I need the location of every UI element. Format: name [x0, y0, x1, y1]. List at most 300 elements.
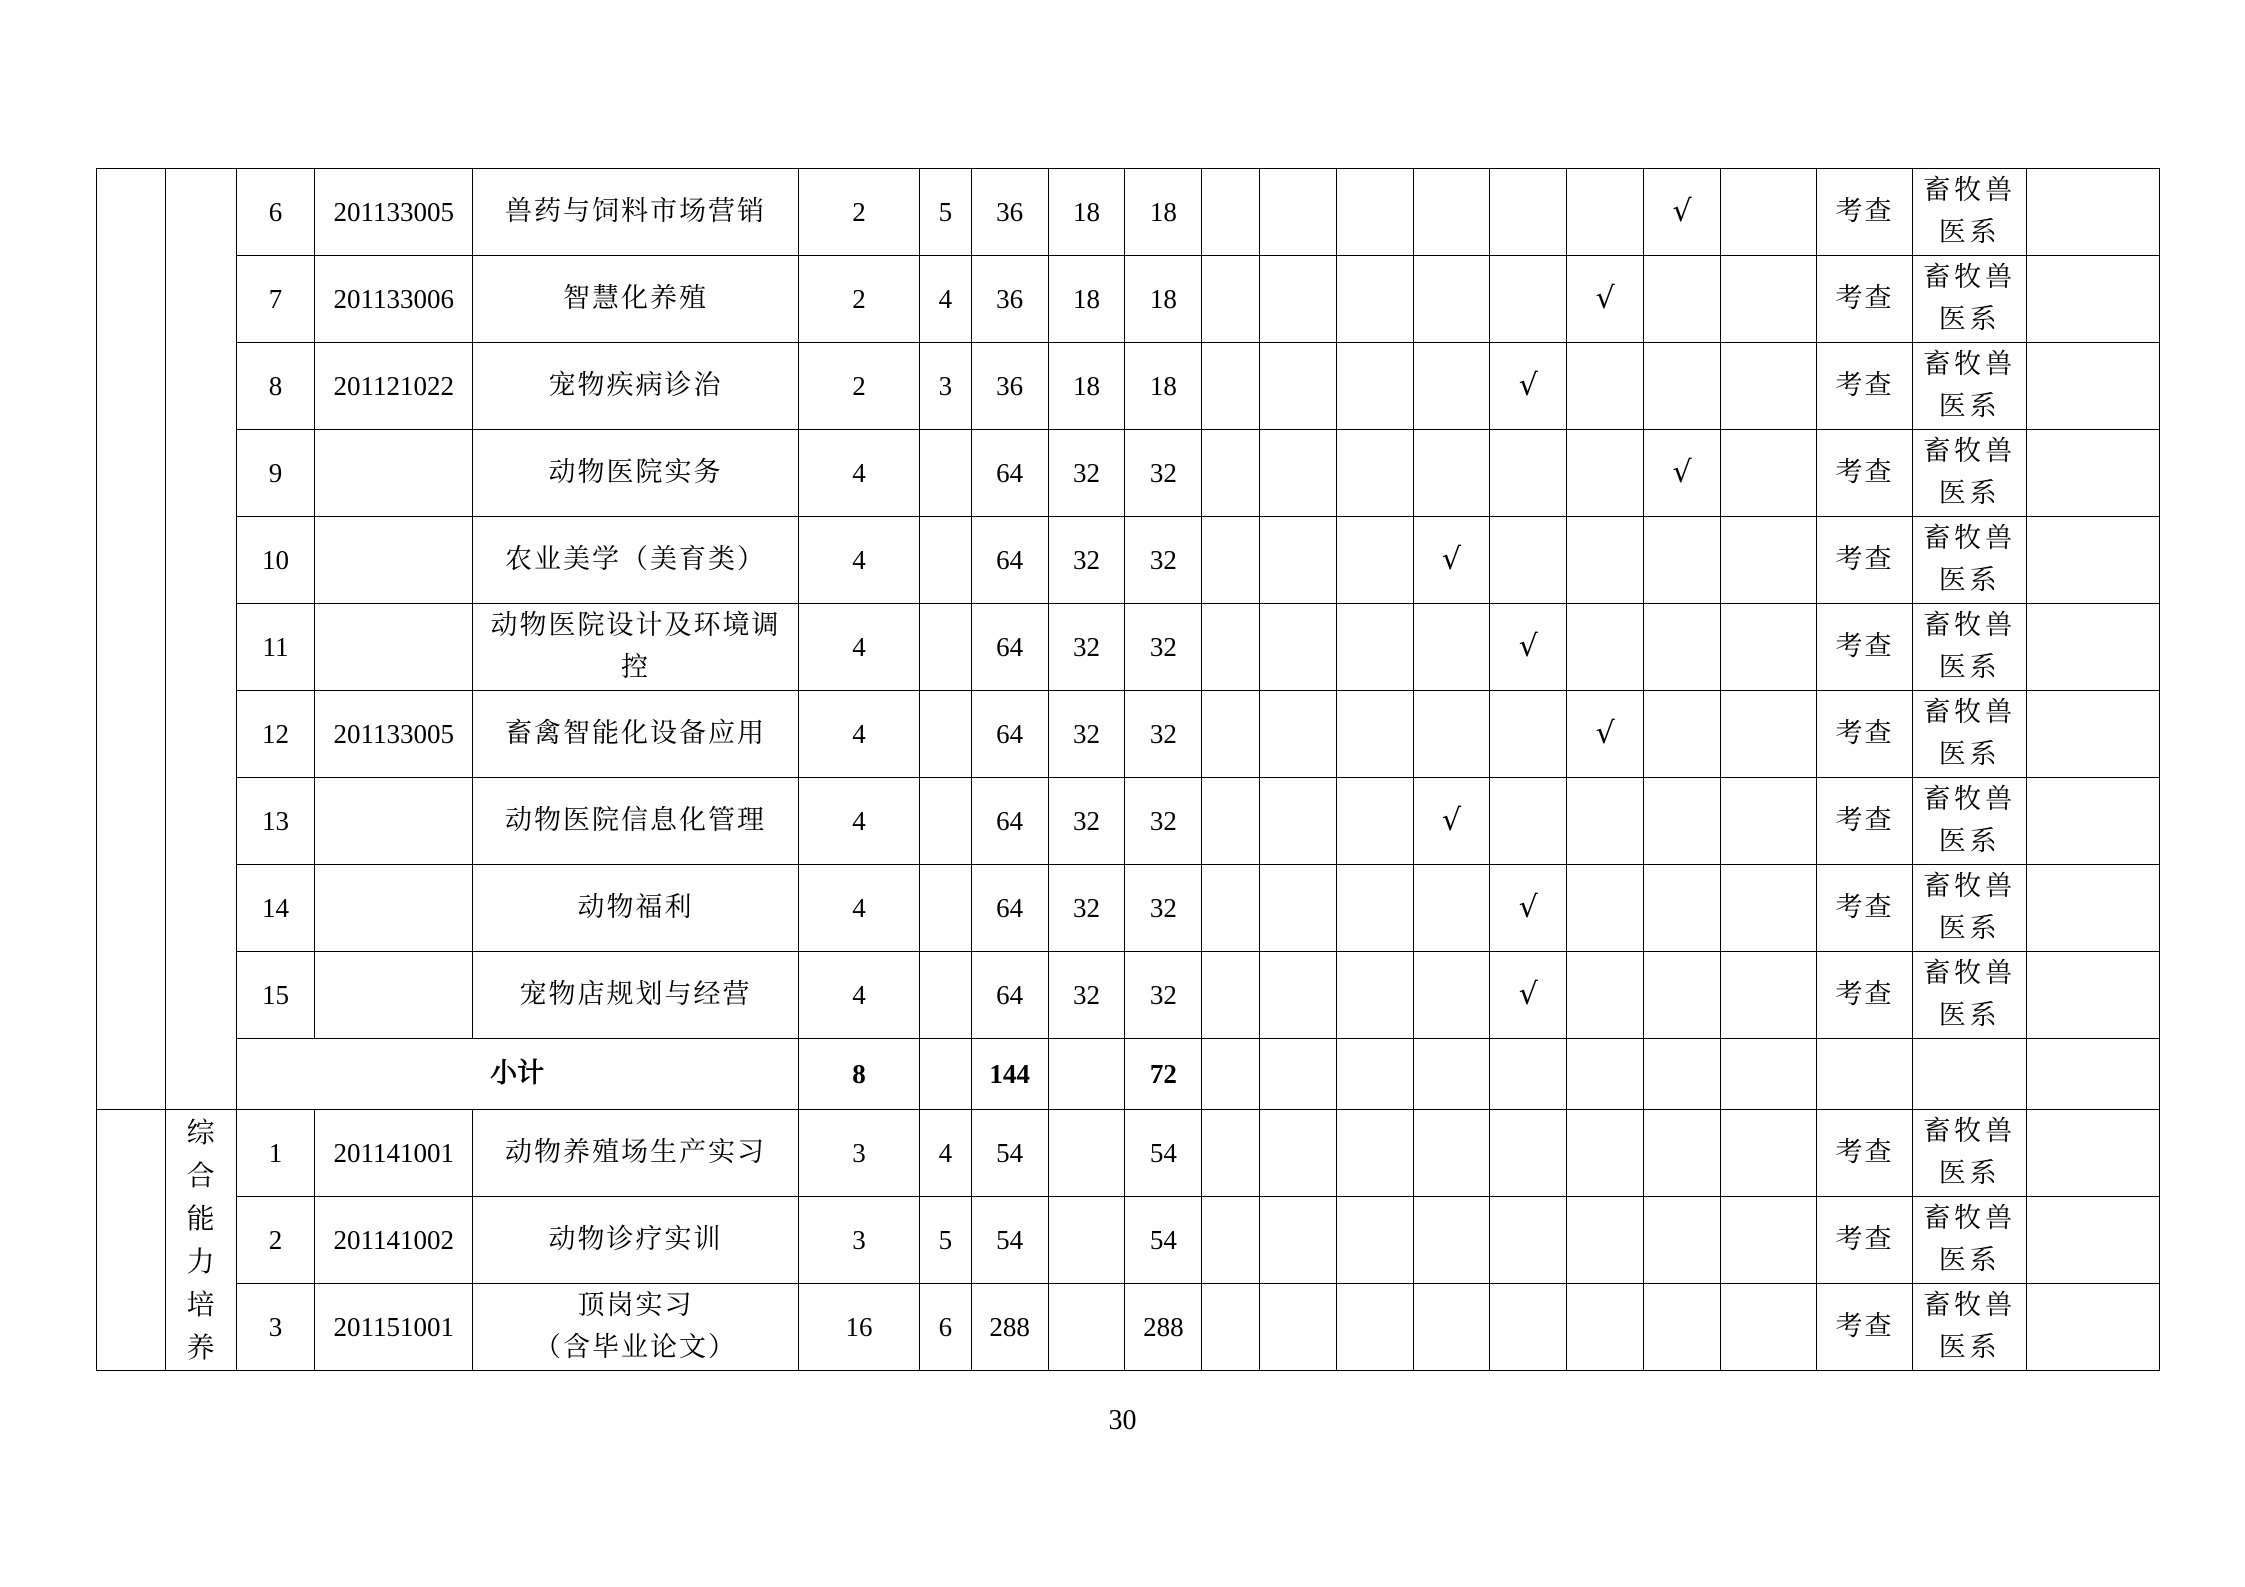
remarks-cell [2027, 1039, 2160, 1110]
term: 5 [920, 169, 972, 256]
theory-hours [1048, 1197, 1125, 1284]
semester-cell [1644, 865, 1721, 952]
department-line: 畜牧兽 [1923, 1290, 2017, 1321]
table-row [97, 517, 2160, 604]
semester-cell [1259, 430, 1336, 517]
department [1913, 604, 2027, 691]
semester-cell [1413, 691, 1490, 778]
group-label-char: 合 [186, 1158, 215, 1192]
semester-cell [1413, 1284, 1490, 1371]
subtotal-practice: 72 [1125, 1039, 1202, 1110]
group-label-char: 能 [186, 1201, 215, 1235]
course-code [315, 865, 473, 952]
credits: 4 [798, 952, 919, 1039]
semester-cell [1413, 1039, 1490, 1110]
department-line: 医系 [1938, 739, 2001, 770]
semester-cell [1202, 1197, 1260, 1284]
semester-cell [1720, 691, 1816, 778]
course-code: 201141002 [315, 1197, 473, 1284]
semester-cell [1490, 256, 1567, 343]
semester-cell [1644, 169, 1721, 256]
semester-cell [1336, 1110, 1413, 1197]
table-row [97, 952, 2160, 1039]
semester-cell [1567, 430, 1644, 517]
department [1913, 865, 2027, 952]
department [1913, 778, 2027, 865]
semester-cell [1259, 1039, 1336, 1110]
semester-cell [1259, 952, 1336, 1039]
practice-hours: 32 [1125, 865, 1202, 952]
theory-hours: 18 [1048, 169, 1125, 256]
semester-cell [1720, 517, 1816, 604]
semester-cell [1413, 1197, 1490, 1284]
total-hours: 64 [971, 604, 1048, 691]
subtotal-credits: 8 [798, 1039, 919, 1110]
semester-cell [1644, 1110, 1721, 1197]
semester-cell [1644, 952, 1721, 1039]
semester-cell [1567, 343, 1644, 430]
group-label-char: 力 [186, 1244, 215, 1278]
remarks-cell [2027, 517, 2160, 604]
group-label-vertical [184, 1111, 218, 1369]
total-hours: 64 [971, 691, 1048, 778]
practice-hours: 18 [1125, 343, 1202, 430]
department-line: 畜牧兽 [1923, 349, 2017, 380]
term [920, 604, 972, 691]
theory-hours: 18 [1048, 256, 1125, 343]
exam-type: 考查 [1817, 430, 1913, 517]
department-line: 医系 [1938, 1000, 2001, 1031]
course-name-line: 兽药与饲料市场营销 [504, 196, 766, 227]
remarks-cell [2027, 1110, 2160, 1197]
term: 6 [920, 1284, 972, 1371]
semester-cell [1720, 865, 1816, 952]
semester-cell [1336, 169, 1413, 256]
department-line: 畜牧兽 [1923, 436, 2017, 467]
semester-cell [1720, 1197, 1816, 1284]
department-line: 医系 [1938, 217, 2001, 248]
semester-cell [1259, 865, 1336, 952]
course-code [315, 604, 473, 691]
course-no: 12 [236, 691, 315, 778]
semester-cell [1202, 343, 1260, 430]
course-no: 1 [236, 1110, 315, 1197]
theory-hours: 32 [1048, 604, 1125, 691]
course-code [315, 430, 473, 517]
semester-cell [1413, 952, 1490, 1039]
practice-hours: 18 [1125, 256, 1202, 343]
department [1913, 1039, 2027, 1110]
semester-cell [1202, 778, 1260, 865]
check-mark: √ [1672, 454, 1692, 490]
exam-type: 考查 [1817, 691, 1913, 778]
course-name-line: 动物医院信息化管理 [504, 805, 766, 836]
semester-cell [1644, 256, 1721, 343]
course-no: 3 [236, 1284, 315, 1371]
theory-hours [1048, 1284, 1125, 1371]
subcategory-cell [165, 169, 236, 1110]
course-no: 9 [236, 430, 315, 517]
semester-cell [1567, 952, 1644, 1039]
group-label-char: 综 [186, 1115, 215, 1149]
semester-cell [1644, 1284, 1721, 1371]
semester-cell [1644, 778, 1721, 865]
credits: 4 [798, 691, 919, 778]
semester-cell [1202, 1284, 1260, 1371]
course-no: 10 [236, 517, 315, 604]
department-line: 畜牧兽 [1923, 175, 2017, 206]
check-mark: √ [1441, 802, 1462, 838]
remarks-cell [2027, 430, 2160, 517]
exam-type: 考查 [1817, 169, 1913, 256]
practice-hours: 32 [1125, 691, 1202, 778]
remarks-cell [2027, 343, 2160, 430]
remarks-cell [2027, 169, 2160, 256]
semester-cell [1490, 430, 1567, 517]
semester-cell [1567, 169, 1644, 256]
semester-cell [1413, 604, 1490, 691]
department-line: 医系 [1938, 826, 2001, 857]
remarks-cell [2027, 778, 2160, 865]
course-code: 201141001 [315, 1110, 473, 1197]
exam-type: 考查 [1817, 604, 1913, 691]
subtotal-term [920, 1039, 972, 1110]
semester-cell [1413, 343, 1490, 430]
practice-hours: 54 [1125, 1110, 1202, 1197]
semester-cell [1567, 604, 1644, 691]
exam-type [1817, 1039, 1913, 1110]
check-mark: √ [1441, 541, 1462, 577]
group-label [165, 1110, 236, 1371]
term: 4 [920, 1110, 972, 1197]
semester-cell [1259, 778, 1336, 865]
department [1913, 430, 2027, 517]
course-no: 13 [236, 778, 315, 865]
department [1913, 343, 2027, 430]
semester-cell [1259, 169, 1336, 256]
practice-hours: 32 [1125, 517, 1202, 604]
course-code: 201133006 [315, 256, 473, 343]
semester-cell [1413, 778, 1490, 865]
theory-hours [1048, 1110, 1125, 1197]
course-name-line: 动物养殖场生产实习 [504, 1137, 766, 1168]
semester-cell [1336, 604, 1413, 691]
semester-cell [1720, 430, 1816, 517]
remarks-cell [2027, 1197, 2160, 1284]
semester-cell [1644, 517, 1721, 604]
credits: 4 [798, 778, 919, 865]
semester-cell [1259, 1110, 1336, 1197]
semester-cell [1567, 778, 1644, 865]
department-line: 医系 [1938, 1158, 2001, 1189]
term [920, 430, 972, 517]
exam-type: 考查 [1817, 1197, 1913, 1284]
course-name-line: 动物福利 [577, 892, 694, 923]
table-row [97, 430, 2160, 517]
practice-hours: 32 [1125, 604, 1202, 691]
total-hours: 288 [971, 1284, 1048, 1371]
course-code: 201133005 [315, 691, 473, 778]
course-code [315, 517, 473, 604]
check-mark: √ [1595, 280, 1615, 316]
semester-cell [1259, 256, 1336, 343]
semester-cell [1490, 517, 1567, 604]
semester-cell [1336, 865, 1413, 952]
course-no: 11 [236, 604, 315, 691]
table-row [97, 1197, 2160, 1284]
department-line: 畜牧兽 [1923, 1116, 2017, 1147]
semester-cell [1567, 256, 1644, 343]
department-line: 医系 [1938, 913, 2001, 944]
semester-cell [1259, 1284, 1336, 1371]
course-no: 14 [236, 865, 315, 952]
course-name [473, 1284, 799, 1371]
semester-cell [1259, 1197, 1336, 1284]
semester-cell [1413, 517, 1490, 604]
course-name [473, 169, 799, 256]
semester-cell [1202, 691, 1260, 778]
semester-cell [1336, 1197, 1413, 1284]
semester-cell [1567, 691, 1644, 778]
remarks-cell [2027, 691, 2160, 778]
remarks-cell [2027, 604, 2160, 691]
semester-cell [1720, 256, 1816, 343]
semester-cell [1336, 343, 1413, 430]
semester-cell [1490, 778, 1567, 865]
course-code [315, 778, 473, 865]
semester-cell [1567, 865, 1644, 952]
practice-hours: 32 [1125, 778, 1202, 865]
course-name-line: 动物诊疗实训 [548, 1224, 723, 1255]
check-mark: √ [1518, 367, 1538, 403]
semester-cell [1490, 1039, 1567, 1110]
semester-cell [1202, 430, 1260, 517]
semester-cell [1413, 430, 1490, 517]
table-row [97, 1284, 2160, 1371]
page-number: 30 [1108, 1405, 1137, 1436]
semester-cell [1644, 430, 1721, 517]
semester-cell [1259, 691, 1336, 778]
practice-hours: 288 [1125, 1284, 1202, 1371]
total-hours: 64 [971, 430, 1048, 517]
semester-cell [1720, 343, 1816, 430]
semester-cell [1567, 1039, 1644, 1110]
course-name [473, 517, 799, 604]
semester-cell [1413, 865, 1490, 952]
course-no: 15 [236, 952, 315, 1039]
term [920, 778, 972, 865]
table-row [97, 343, 2160, 430]
category-cell [97, 169, 166, 1110]
department-line: 畜牧兽 [1923, 610, 2017, 641]
course-name [473, 343, 799, 430]
term [920, 517, 972, 604]
credits: 2 [798, 343, 919, 430]
credits: 16 [798, 1284, 919, 1371]
remarks-cell [2027, 1284, 2160, 1371]
practice-hours: 18 [1125, 169, 1202, 256]
semester-cell [1202, 169, 1260, 256]
semester-cell [1490, 1197, 1567, 1284]
theory-hours: 32 [1048, 778, 1125, 865]
total-hours: 36 [971, 256, 1048, 343]
department-line: 畜牧兽 [1923, 1203, 2017, 1234]
department-line: 畜牧兽 [1923, 523, 2017, 554]
total-hours: 54 [971, 1110, 1048, 1197]
course-plan-table [96, 168, 2160, 1371]
department [1913, 952, 2027, 1039]
department-line: 医系 [1938, 1332, 2001, 1363]
semester-cell [1336, 1039, 1413, 1110]
term: 3 [920, 343, 972, 430]
department-line: 医系 [1938, 652, 2001, 683]
semester-cell [1567, 1110, 1644, 1197]
semester-cell [1720, 778, 1816, 865]
semester-cell [1202, 1110, 1260, 1197]
table-row [97, 169, 2160, 256]
total-hours: 54 [971, 1197, 1048, 1284]
check-mark: √ [1672, 193, 1692, 229]
credits: 2 [798, 169, 919, 256]
exam-type: 考查 [1817, 952, 1913, 1039]
subtotal-theory [1048, 1039, 1125, 1110]
semester-cell [1490, 604, 1567, 691]
semester-cell [1490, 865, 1567, 952]
semester-cell [1720, 1284, 1816, 1371]
semester-cell [1720, 169, 1816, 256]
course-name-line: （含毕业论文） [533, 1332, 737, 1363]
semester-cell [1202, 1039, 1260, 1110]
department [1913, 1197, 2027, 1284]
credits: 4 [798, 430, 919, 517]
semester-cell [1567, 1284, 1644, 1371]
practice-hours: 32 [1125, 430, 1202, 517]
course-name [473, 865, 799, 952]
remarks-cell [2027, 865, 2160, 952]
credits: 4 [798, 517, 919, 604]
department [1913, 169, 2027, 256]
department-line: 畜牧兽 [1923, 697, 2017, 728]
course-name [473, 952, 799, 1039]
department-line: 医系 [1938, 565, 2001, 596]
term: 5 [920, 1197, 972, 1284]
course-name-line: 宠物疾病诊治 [548, 370, 723, 401]
course-name-line: 农业美学（美育类） [504, 544, 766, 575]
department-line: 医系 [1938, 1245, 2001, 1276]
semester-cell [1644, 1197, 1721, 1284]
theory-hours: 32 [1048, 517, 1125, 604]
table-body [97, 169, 2160, 1371]
semester-cell [1336, 430, 1413, 517]
semester-cell [1336, 952, 1413, 1039]
department [1913, 691, 2027, 778]
course-code: 201151001 [315, 1284, 473, 1371]
department [1913, 1110, 2027, 1197]
semester-cell [1720, 1110, 1816, 1197]
semester-cell [1202, 604, 1260, 691]
course-code [315, 952, 473, 1039]
semester-cell [1567, 1197, 1644, 1284]
course-code: 201133005 [315, 169, 473, 256]
course-name [473, 604, 799, 691]
course-name [473, 778, 799, 865]
exam-type: 考查 [1817, 256, 1913, 343]
exam-type: 考查 [1817, 1284, 1913, 1371]
semester-cell [1490, 169, 1567, 256]
table-row [97, 691, 2160, 778]
check-mark: √ [1595, 715, 1615, 751]
term [920, 952, 972, 1039]
department-line: 畜牧兽 [1923, 871, 2017, 902]
course-name-line: 动物医院设计及环境调 [490, 610, 781, 641]
department-line: 医系 [1938, 478, 2001, 509]
course-name-line: 控 [620, 652, 650, 683]
course-name [473, 430, 799, 517]
semester-cell [1720, 1039, 1816, 1110]
total-hours: 64 [971, 865, 1048, 952]
semester-cell [1336, 517, 1413, 604]
total-hours: 64 [971, 778, 1048, 865]
course-code: 201121022 [315, 343, 473, 430]
course-name-line: 顶岗实习 [577, 1290, 694, 1321]
semester-cell [1490, 1110, 1567, 1197]
course-no: 7 [236, 256, 315, 343]
semester-cell [1336, 256, 1413, 343]
theory-hours: 32 [1048, 952, 1125, 1039]
department-line: 畜牧兽 [1923, 958, 2017, 989]
department-line: 医系 [1938, 304, 2001, 335]
theory-hours: 32 [1048, 430, 1125, 517]
course-no: 8 [236, 343, 315, 430]
semester-cell [1336, 778, 1413, 865]
department-line: 医系 [1938, 391, 2001, 422]
semester-cell [1259, 604, 1336, 691]
semester-cell [1720, 604, 1816, 691]
total-hours: 36 [971, 169, 1048, 256]
course-name-line: 动物医院实务 [548, 457, 723, 488]
course-no: 2 [236, 1197, 315, 1284]
semester-cell [1259, 343, 1336, 430]
course-name-line: 宠物店规划与经营 [519, 979, 752, 1010]
semester-cell [1259, 517, 1336, 604]
department [1913, 517, 2027, 604]
total-hours: 64 [971, 952, 1048, 1039]
theory-hours: 18 [1048, 343, 1125, 430]
credits: 4 [798, 604, 919, 691]
exam-type: 考查 [1817, 517, 1913, 604]
group-label-char: 培 [186, 1287, 215, 1321]
semester-cell [1336, 691, 1413, 778]
subtotal-total: 144 [971, 1039, 1048, 1110]
total-hours: 36 [971, 343, 1048, 430]
semester-cell [1202, 517, 1260, 604]
credits: 3 [798, 1110, 919, 1197]
theory-hours: 32 [1048, 691, 1125, 778]
course-name [473, 1110, 799, 1197]
term: 4 [920, 256, 972, 343]
course-name [473, 1197, 799, 1284]
total-hours: 64 [971, 517, 1048, 604]
semester-cell [1490, 1284, 1567, 1371]
term [920, 865, 972, 952]
term [920, 691, 972, 778]
exam-type: 考查 [1817, 343, 1913, 430]
semester-cell [1644, 343, 1721, 430]
exam-type: 考查 [1817, 778, 1913, 865]
semester-cell [1202, 256, 1260, 343]
subtotal-label: 小计 [236, 1039, 798, 1110]
semester-cell [1413, 1110, 1490, 1197]
